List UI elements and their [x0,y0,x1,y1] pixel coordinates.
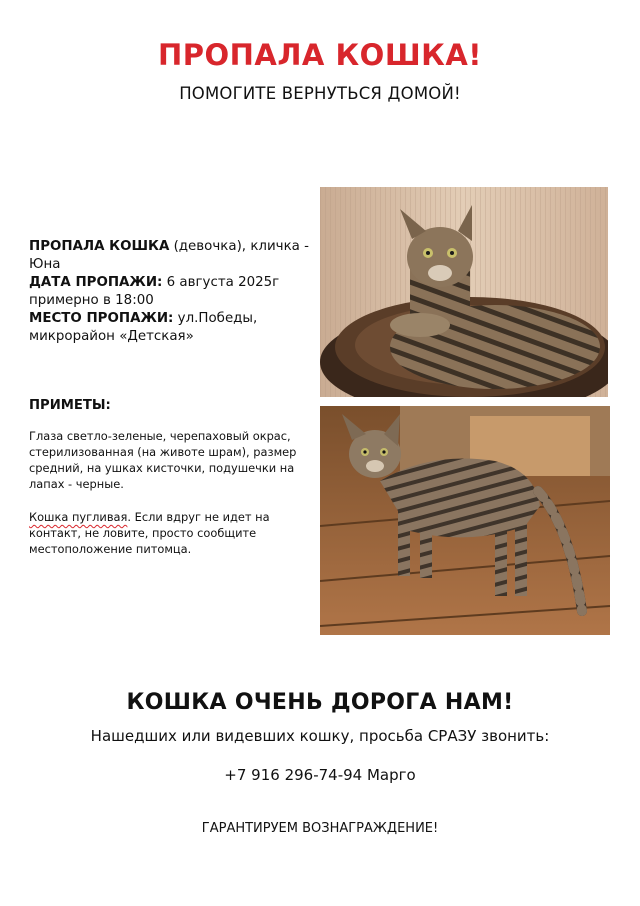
reward-notice: ГАРАНТИРУЕМ ВОЗНАГРАЖДЕНИЕ! [201,821,439,836]
lost-label: ПРОПАЛА КОШКА [29,239,170,254]
pet-info-block [29,238,314,346]
contact-phone: +7 916 296-74-94 Марго [224,766,416,784]
slogan-heading: КОШКА ОЧЕНЬ ДОРОГА НАМ! [126,690,514,715]
place-value: ул.Победы, микрорайон «Детская» [29,311,258,344]
signs-description: Глаза светло-зеленые, черепаховый окрас, стерилизованная (на животе шрам), размер средний, на ушках кисточки, подушечки на лапах - черные. [29,429,297,491]
date-line [29,274,314,310]
cat-photo-standing [320,406,610,635]
poster-title: ПРОПАЛА КОШКА! [157,38,483,72]
lost-value: (девочка), кличка - Юна [29,239,309,272]
place-line [29,310,314,346]
warning-note [29,509,304,557]
poster-subtitle: ПОМОГИТЕ ВЕРНУТЬСЯ ДОМОЙ! [179,84,461,103]
date-value: 6 августа 2025г примерно в 18:00 [29,275,280,308]
cat-photo-basket [320,187,608,397]
date-label: ДАТА ПРОПАЖИ: [29,275,163,290]
lost-line [29,238,314,274]
place-label: МЕСТО ПРОПАЖИ: [29,311,174,326]
warning-highlight: Кошка пугливая [29,510,128,524]
warning-rest: . Если вдруг не идет на контакт, не ловите, просто сообщите местоположение питомца. [29,510,270,556]
signs-heading: ПРИМЕТЫ: [29,398,111,413]
call-request: Нашедших или видевших кошку, просьба СРАЗУ звонить: [90,727,550,745]
